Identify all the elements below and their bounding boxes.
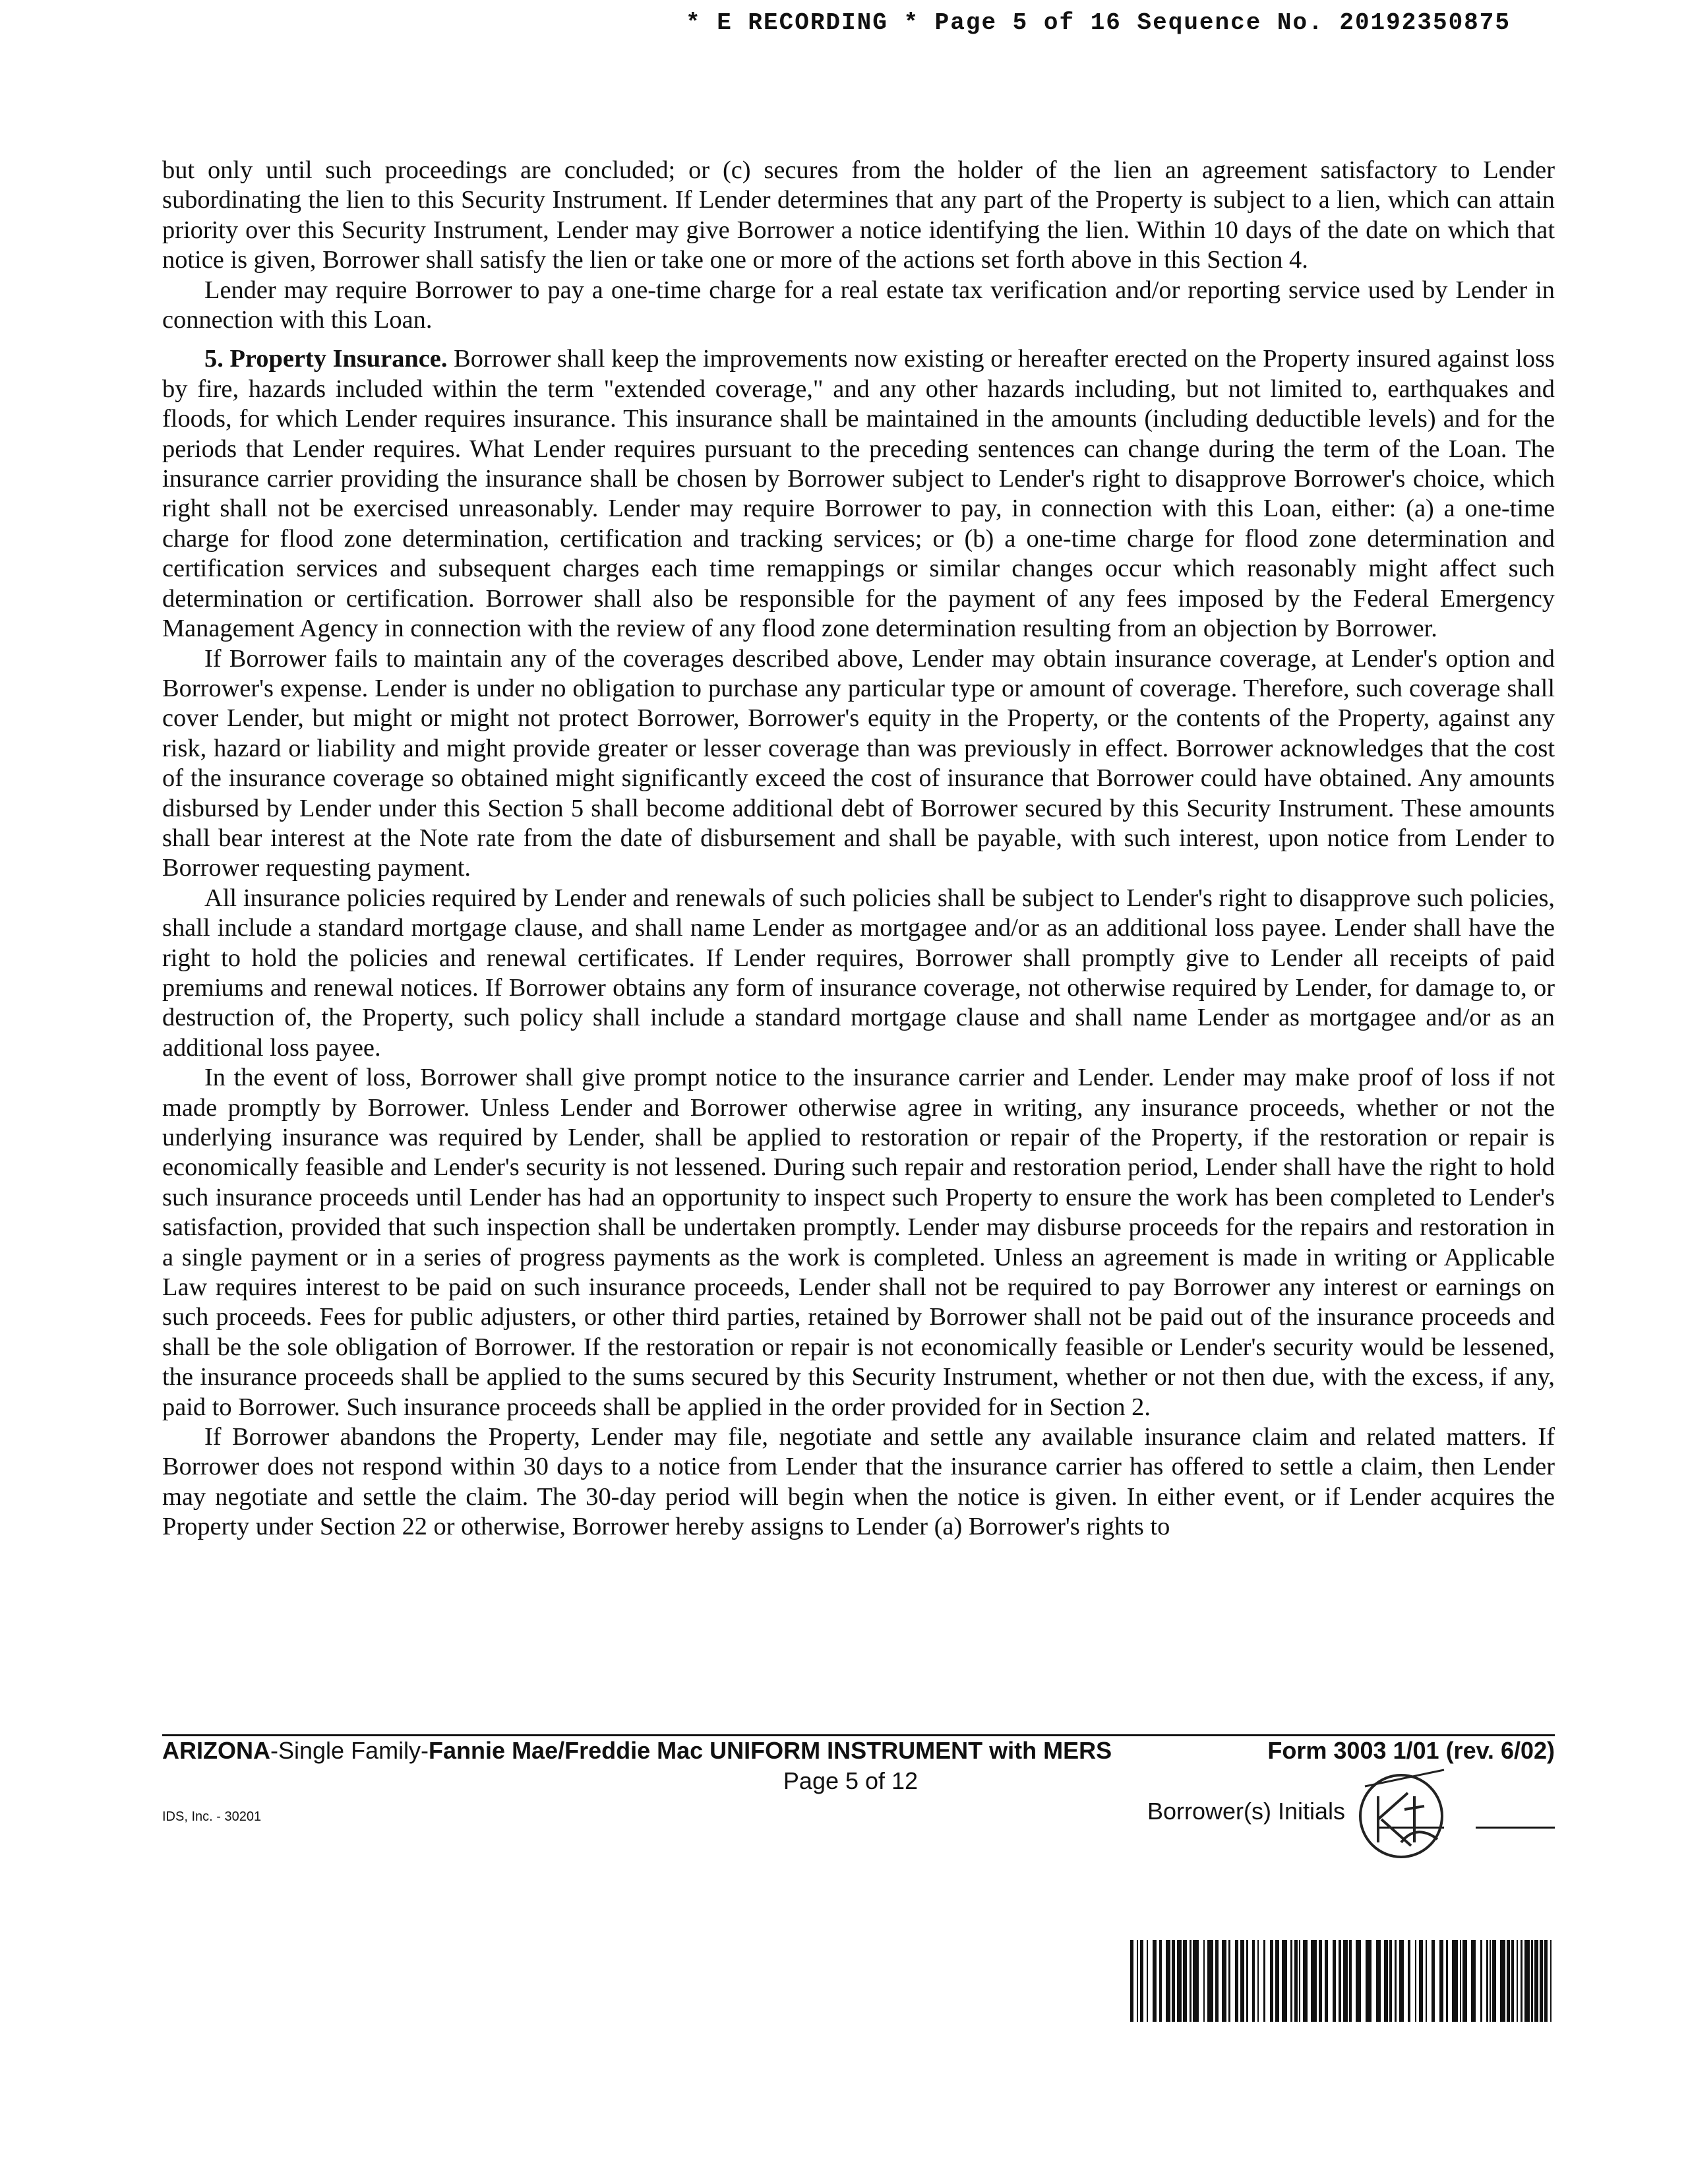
barcode-bar	[1177, 1940, 1182, 2022]
barcode-bar	[1399, 1940, 1404, 2022]
barcode-bar	[1389, 1940, 1392, 2022]
barcode-bar	[1507, 1940, 1510, 2022]
barcode-bar	[1183, 1940, 1187, 2022]
barcode-bar	[1452, 1940, 1458, 2022]
barcode-bar	[1270, 1940, 1273, 2022]
barcode-bar	[1384, 1940, 1388, 2022]
section-5-heading: 5. Property Insurance.	[204, 345, 448, 373]
barcode-bar	[1190, 1940, 1191, 2022]
barcode-bar	[1325, 1940, 1328, 2022]
barcode-bar	[1263, 1940, 1265, 2022]
barcode-icon	[1128, 1940, 1556, 2022]
footer-vendor: IDS, Inc. - 30201	[162, 1809, 262, 1824]
barcode-bar	[1408, 1940, 1410, 2022]
barcode-bar	[1235, 1940, 1238, 2022]
document-body	[162, 156, 1555, 1542]
barcode-bar	[1462, 1940, 1467, 2022]
barcode-bar	[1500, 1940, 1505, 2022]
barcode-bar	[1460, 1940, 1461, 2022]
barcode-bar	[1534, 1940, 1538, 2022]
barcode-bar	[1356, 1940, 1361, 2022]
barcode-bar	[1432, 1940, 1435, 2022]
footer-page-number: Page 5 of 12	[783, 1767, 919, 1794]
barcode-bar	[1511, 1940, 1514, 2022]
barcode-bar	[1419, 1940, 1423, 2022]
barcode-bar	[1490, 1940, 1491, 2022]
barcode-bar	[1531, 1940, 1533, 2022]
barcode-bar	[1540, 1940, 1543, 2022]
barcode-bar	[1439, 1940, 1443, 2022]
barcode-bar	[1130, 1940, 1133, 2022]
initials-line-2	[1476, 1827, 1555, 1829]
barcode-bar	[1246, 1940, 1248, 2022]
barcode-bar	[1550, 1940, 1552, 2022]
barcode-bar	[1480, 1940, 1482, 2022]
borrower-initials-label: Borrower(s) Initials	[1147, 1798, 1346, 1825]
barcode-bar	[1517, 1940, 1518, 2022]
barcode-bar	[1166, 1940, 1170, 2022]
paragraph-coverage-failure: If Borrower fails to maintain any of the coverages described above, Lender may obtain insurance coverage, at Lender's option and Borrower's expense. Lender is under no obligation to purchase any particular type or amount of coverage. Therefore, such coverage shall cover Lender, but might or might not protect Borrower, Borrower's equity in the Property, or the contents of the Property, against any risk, hazard or liability and might provide greater or lesser coverage than was previously in effect. Borrower acknowledges that the cost of the insurance coverage so obtained might significantly exceed the cost of insurance that Borrower could have obtained. Any amounts disbursed by Lender under this Section 5 shall become additional debt of Borrower secured by this Security Instrument. These amounts shall bear interest at the Note rate from the date of disbursement and shall be payable, with such interest, upon notice from Lender to Borrower requesting payment.	[162, 644, 1555, 882]
barcode-bar	[1376, 1940, 1381, 2022]
recording-stamp: * E RECORDING * Page 5 of 16 Sequence No. 20192350875	[686, 9, 1511, 36]
footer-desc-2: Fannie Mae/Freddie Mac UNIFORM INSTRUMENT with MERS	[429, 1737, 1112, 1764]
barcode-bar	[1366, 1940, 1372, 2022]
barcode-bar	[1471, 1940, 1476, 2022]
footer-rule	[162, 1734, 1555, 1736]
barcode-bar	[1215, 1940, 1219, 2022]
barcode-bar	[1492, 1940, 1496, 2022]
barcode-bar	[1294, 1940, 1298, 2022]
barcode-bar	[1257, 1940, 1259, 2022]
barcode-bar	[1252, 1940, 1255, 2022]
barcode-bar	[1203, 1940, 1205, 2022]
barcode-bar	[1544, 1940, 1548, 2022]
paragraph-event-of-loss: In the event of loss, Borrower shall give prompt notice to the insurance carrier and Lender. Lender may make proof of loss if not made promptly by Borrower. Unless Lender and Borrower otherwise agree in writing, any insurance proceeds, whether or not the underlying insurance was required by Lender, shall be applied to restoration or repair of the Property, if the restoration or repair is economically feasible and Lender's security is not lessened. During such repair and restoration period, Lender shall have the right to hold such insurance proceeds until Lender has had an opportunity to inspect such Property to ensure the work has been completed to Lender's satisfaction, provided that such inspection shall be undertaken promptly. Lender may disburse proceeds for the repairs and restoration in a single payment or in a series of progress payments as the work is completed. Unless an agreement is made in writing or Applicable Law requires interest to be paid on such insurance proceeds, Lender shall not be required to pay Borrower any interest or earnings on such proceeds. Fees for public adjusters, or other third parties, retained by Borrower shall not be paid out of the insurance proceeds and shall be the sole obligation of Borrower. If the restoration or repair is not economically feasible or Lender's security would be lessened, the insurance proceeds shall be applied to the sums secured by this Security Instrument, whether or not then due, with the excess, if any, paid to Borrower. Such insurance proceeds shall be applied in the order provided for in Section 2.	[162, 1064, 1555, 1421]
barcode-bar	[1426, 1940, 1427, 2022]
paragraph-section4-continued: but only until such proceedings are concluded; or (c) secures from the holder of the lien an agreement satisfactory to Lender subordinating the lien to this Security Instrument. If Lender determines that any part of the Property is subject to a lien, which can attain priority over this Security Instrument, Lender may give Borrower a notice identifying the lien. Within 10 days of the date on which that notice is given, Borrower shall satisfy the lien or take one or more of the actions set forth above in this Section 4.	[162, 156, 1555, 274]
barcode-bar	[1395, 1940, 1397, 2022]
barcode-bar	[1446, 1940, 1448, 2022]
barcode-bar	[1521, 1940, 1522, 2022]
paragraph-tax-verification: Lender may require Borrower to pay a one-time charge for a real estate tax verification and/or reporting service used by Lender in connection with this Loan.	[162, 276, 1555, 334]
barcode-bar	[1240, 1940, 1244, 2022]
paragraph-insurance-policies: All insurance policies required by Lender and renewals of such policies shall be subject to Lender's right to disapprove such policies, shall include a standard mortgage clause, and shall name Lender as mortgagee and/or as an additional loss payee. Lender shall have the right to hold the policies and renewal certificates. If Lender requires, Borrower shall promptly give to Lender all receipts of paid premiums and renewal notices. If Borrower obtains any form of insurance coverage, not otherwise required by Lender, for damage to, or destruction of, the Property, such policy shall include a standard mortgage clause and shall name Lender as mortgagee and/or as an additional loss payee.	[162, 884, 1555, 1062]
paragraph-abandonment: If Borrower abandons the Property, Lender may file, negotiate and settle any available insurance claim and related matters. If Borrower does not respond within 30 days to a notice from Lender that the insurance carrier has offered to settle a claim, then Lender may negotiate and settle the claim. The 30-day period will begin when the notice is given. In either event, or if Lender acquires the Property under Section 22 or otherwise, Borrower hereby assigns to Lender (a) Borrower's rights to	[162, 1423, 1555, 1541]
barcode-bar	[1299, 1940, 1300, 2022]
barcode-bar	[1282, 1940, 1287, 2022]
barcode-bar	[1222, 1940, 1226, 2022]
handwritten-initials-icon	[1345, 1757, 1457, 1869]
barcode-bar	[1228, 1940, 1230, 2022]
footer-form-number: Form 3003 1/01 (rev. 6/02)	[1267, 1737, 1555, 1764]
barcode-bar	[1524, 1940, 1530, 2022]
barcode-bar	[1343, 1940, 1348, 2022]
barcode-bar	[1415, 1940, 1416, 2022]
barcode-bar	[1333, 1940, 1336, 2022]
barcode-bar	[1207, 1940, 1213, 2022]
barcode-bar	[1303, 1940, 1308, 2022]
barcode-bar	[1275, 1940, 1279, 2022]
footer-state: ARIZONA	[162, 1737, 270, 1764]
barcode-bar	[1193, 1940, 1199, 2022]
paragraph-property-insurance	[162, 344, 1555, 644]
barcode-bar	[1159, 1940, 1162, 2022]
barcode-bar	[1339, 1940, 1341, 2022]
barcode-bar	[1147, 1940, 1148, 2022]
barcode-bar	[1172, 1940, 1175, 2022]
barcode-bar	[1486, 1940, 1488, 2022]
footer-desc-1: -Single Family-	[270, 1737, 429, 1764]
barcode-bar	[1349, 1940, 1352, 2022]
barcode-bar	[1311, 1940, 1317, 2022]
barcode-bar	[1290, 1940, 1292, 2022]
barcode-bar	[1137, 1940, 1138, 2022]
barcode-bar	[1319, 1940, 1322, 2022]
section-5-text: Borrower shall keep the improvements now existing or hereafter erected on the Property insured against loss by fire, hazards included within the term "extended coverage," and any other hazards including, but not limited to, earthquakes and floods, for which Lender requires insurance. This insurance shall be maintained in the amounts (including deductible levels) and for the periods that Lender requires. What Lender requires pursuant to the preceding sentences can change during the term of the Loan. The insurance carrier providing the insurance shall be chosen by Borrower subject to Lender's right to disapprove Borrower's choice, which right shall not be exercised unreasonably. Lender may require Borrower to pay, in connection with this Loan, either: (a) a one-time charge for flood zone determination, certification and tracking services; or (b) a one-time charge for flood zone determination and certification services and subsequent charges each time remappings or similar changes occur which reasonably might affect such determination or certification. Borrower shall also be responsible for the payment of any fees imposed by the Federal Emergency Management Agency in connection with the review of any flood zone determination resulting from an objection by Borrower.	[162, 345, 1555, 643]
barcode-bar	[1140, 1940, 1143, 2022]
barcode-bar	[1153, 1940, 1157, 2022]
